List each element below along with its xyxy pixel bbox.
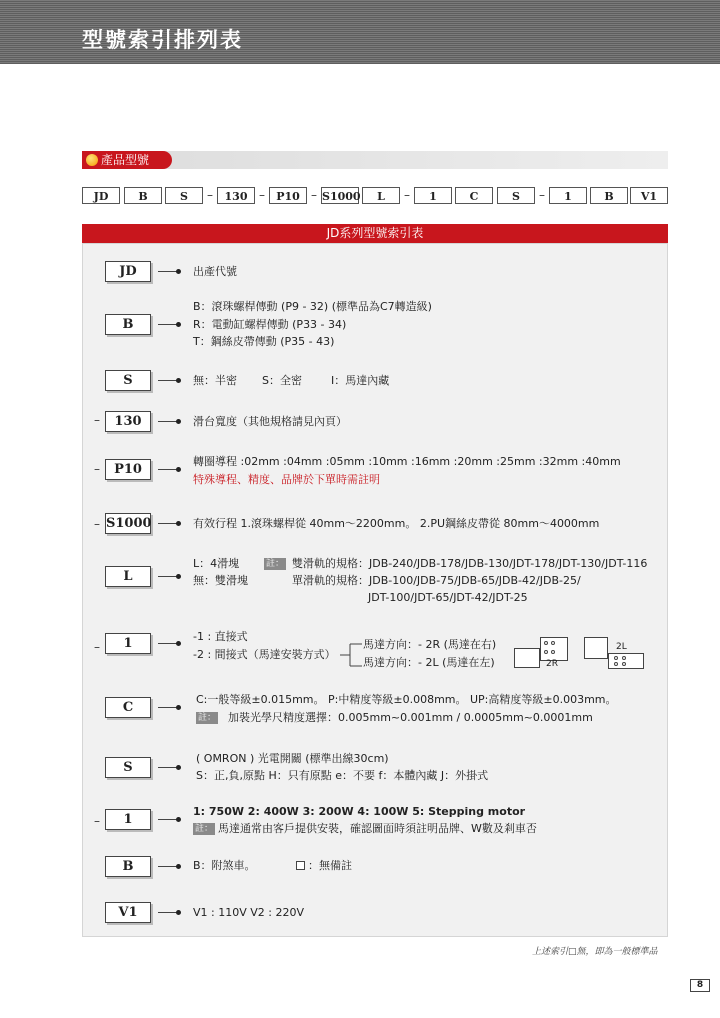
drive-ballscrew: B：滾珠螺桿傳動 (P9 - 32) (標準品為C7轉造級) (193, 300, 432, 313)
index-code-voltage: V1 (105, 902, 151, 923)
page-number: 8 (690, 979, 710, 992)
connector-dot (176, 705, 181, 710)
code-jd: JD (82, 187, 120, 204)
code-precision: C (455, 187, 493, 204)
connector-dot (176, 765, 181, 770)
label-2r: 2R (546, 659, 558, 669)
code-separator: – (311, 188, 317, 202)
panel-title: JD系列型號索引表 (82, 224, 668, 243)
connector-dot (176, 467, 181, 472)
connector-dot (176, 641, 181, 646)
scale-options: 加裝光學尺精度選擇：0.005mm~0.001mm / 0.0005mm~0.0001mm (228, 711, 593, 724)
code-b: B (124, 187, 162, 204)
code-sensor: S (497, 187, 535, 204)
drive-belt: T：鋼絲皮帶傳動 (P35 - 43) (193, 335, 335, 348)
lead-special-note: 特殊導程、精度、品牌於下單時需註明 (193, 473, 380, 486)
connector-line (158, 421, 178, 422)
rail-double-spec: 雙滑軌的規格：JDB-240/JDB-178/JDB-130/JDT-178/JDT-130/JDT-116 (292, 557, 648, 570)
brake-yes: B：附煞車。 (193, 859, 256, 872)
connector-dot (176, 910, 181, 915)
sensor-options: S：正,負,原點 H：只有原點 e：不要 f：本體內藏 J：外掛式 (196, 769, 489, 782)
code-motor: 1 (549, 187, 587, 204)
connector-line (158, 576, 178, 577)
code-separator: – (207, 188, 213, 202)
connector-line (158, 469, 178, 470)
connector-line (158, 271, 178, 272)
code-width: 130 (217, 187, 255, 204)
connector-line (158, 707, 178, 708)
voltage-options: V1 : 110V V2 : 220V (193, 906, 304, 919)
mount-direct: -1 : 直接式 (193, 630, 248, 643)
index-code-s1000: S1000 (105, 513, 151, 534)
rail-note (264, 557, 286, 571)
rail-single-spec-cont: JDT-100/JDT-65/JDT-42/JDT-25 (368, 591, 528, 604)
connector-dot (176, 521, 181, 526)
dash-marker: – (94, 640, 100, 654)
note-badge: 註： (198, 713, 217, 723)
sensor-title: ( OMRON ) 光電開關 (標準出線30cm) (196, 752, 389, 765)
precision-note (196, 711, 218, 725)
slider-double: 無：雙滑塊 (193, 574, 248, 587)
blank-square-icon (296, 861, 305, 870)
motor-dir-left: 馬達方向：- 2L (馬達在左) (363, 656, 495, 669)
precision-grades: C:一般等級±0.015mm。 P:中精度等級±0.008mm。 UP:高精度等級±0.003mm。 (196, 693, 617, 706)
code-separator: – (539, 188, 545, 202)
rail-single-spec: 單滑軌的規格：JDB-100/JDB-75/JDB-65/JDB-42/JDB-25/ (292, 574, 581, 587)
code-s: S (165, 187, 203, 204)
width-desc: 滑台寬度（其他規格請見內頁） (193, 415, 347, 428)
index-code-p10: P10 (105, 459, 151, 480)
connector-dot (176, 817, 181, 822)
dash-marker: – (94, 814, 100, 828)
connector-dot (176, 378, 181, 383)
code-stroke: S1000 (321, 187, 359, 204)
connector-line (158, 643, 178, 644)
stroke-desc: 有效行程 1.滾珠螺桿從 40mm～2200mm。 2.PU鋼絲皮帶從 80mm～4000mm (193, 517, 600, 530)
index-code-l: L (105, 566, 151, 587)
code-separator: – (259, 188, 265, 202)
jd-desc: 出產代號 (193, 265, 237, 278)
motor-options: 1: 750W 2: 400W 3: 200W 4: 100W 5: Stepping motor (193, 805, 526, 818)
connector-dot (176, 864, 181, 869)
footnote: 上述索引□無，即為一般標準品 (532, 947, 658, 957)
connector-line (158, 767, 178, 768)
code-separator: – (404, 188, 410, 202)
connector-line (158, 380, 178, 381)
label-2l: 2L (616, 642, 627, 652)
connector-line (158, 819, 178, 820)
connector-line (158, 866, 178, 867)
connector-dot (176, 574, 181, 579)
section-label: 產品型號 (101, 153, 150, 167)
slider-four: L：4滑塊 (193, 557, 240, 570)
motor-dir-right: 馬達方向：- 2R (馬達在右) (363, 638, 497, 651)
connector-line (158, 324, 178, 325)
connector-line (158, 523, 178, 524)
index-code-jd: JD (105, 261, 151, 282)
index-code-mount: 1 (105, 633, 151, 654)
mount-indirect: -2 : 間接式（馬達安裝方式） (193, 648, 336, 661)
lead-list: 轉圈導程 :02mm :04mm :05mm :10mm :16mm :20mm :25mm :32mm :40mm (193, 455, 621, 468)
seal-motor: I：馬達內藏 (331, 374, 390, 387)
connector-dot (176, 322, 181, 327)
index-code-motor: 1 (105, 809, 151, 830)
index-code-brake: B (105, 856, 151, 877)
code-mount: 1 (414, 187, 452, 204)
dash-marker: – (94, 413, 100, 427)
bullet-icon (86, 154, 98, 166)
code-brake: B (590, 187, 628, 204)
dash-marker: – (94, 517, 100, 531)
note-badge: 註： (266, 559, 285, 569)
index-code-b: B (105, 314, 151, 335)
index-code-sensor: S (105, 757, 151, 778)
index-code-s: S (105, 370, 151, 391)
motor-note (193, 822, 215, 836)
brake-none: ：無備註 (308, 859, 352, 872)
code-lead: P10 (269, 187, 307, 204)
connector-line (158, 912, 178, 913)
seal-full: S：全密 (262, 374, 302, 387)
motor-note-text: 馬達通常由客戶提供安裝，確認圖面時須註明品牌、W數及剎車否 (218, 822, 537, 835)
page-title: 型號索引排列表 (82, 28, 243, 52)
note-badge: 註： (195, 824, 214, 834)
code-slider: L (362, 187, 400, 204)
connector-dot (176, 269, 181, 274)
connector-dot (176, 419, 181, 424)
index-code-c: C (105, 697, 151, 718)
seal-half: 無：半密 (193, 374, 237, 387)
code-voltage: V1 (630, 187, 668, 204)
bracket-icon (340, 642, 364, 668)
dash-marker: – (94, 462, 100, 476)
index-code-130: 130 (105, 411, 151, 432)
drive-cylinder: R：電動缸螺桿傳動 (P33 - 34) (193, 318, 347, 331)
